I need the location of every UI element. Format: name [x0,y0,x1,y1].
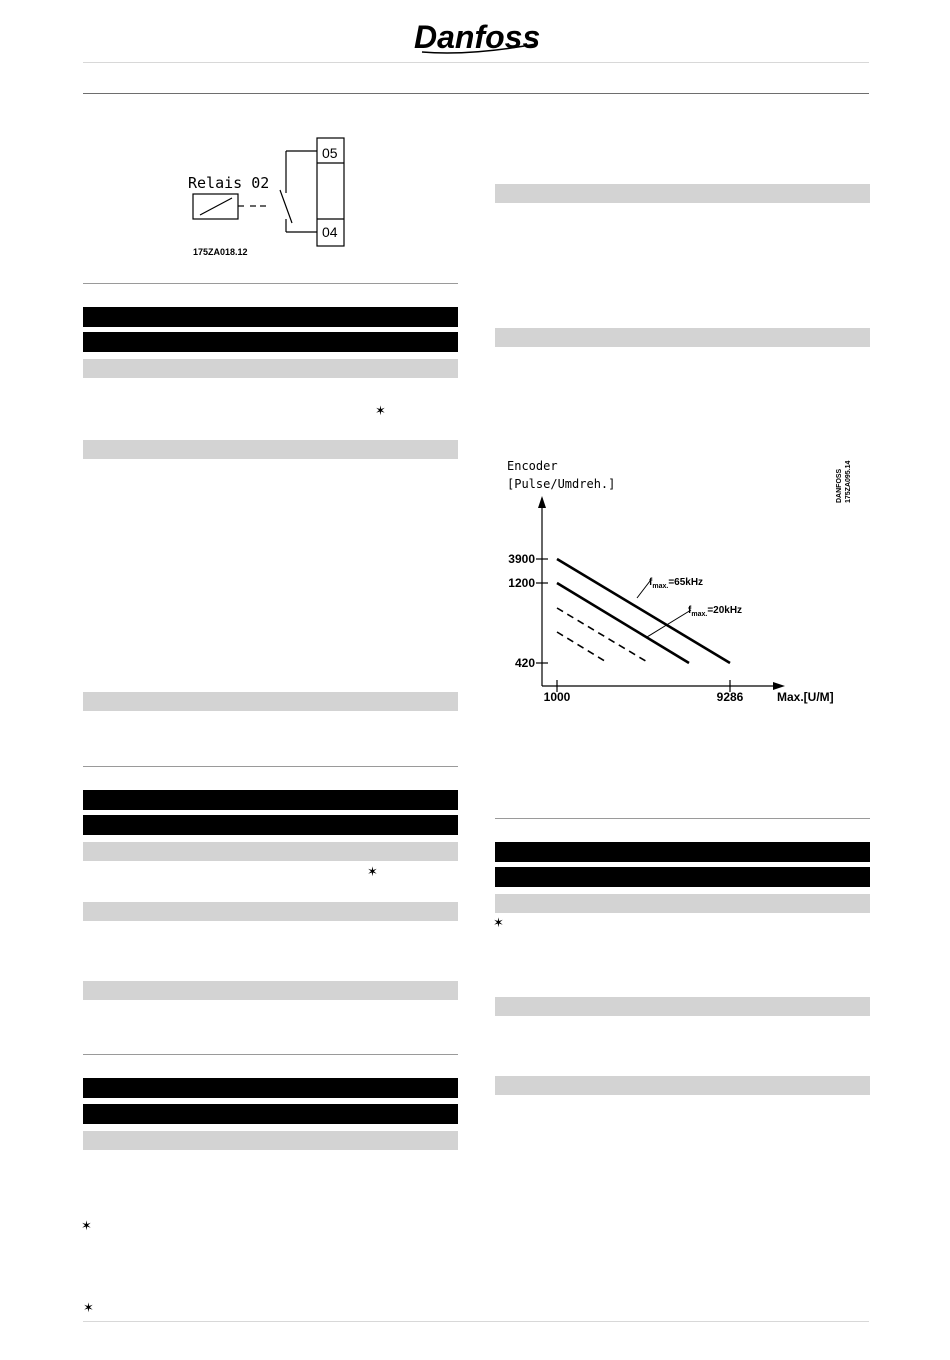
chart-x-tick-label: 9286 [716,690,744,704]
terminal-04-label: 04 [322,224,338,240]
chart-series-line-4 [557,632,608,663]
chart-x-axis-label: Max.[U/M] [777,690,834,704]
right-function-heading-bar [495,997,870,1016]
chart-figure-code-1: DANFOSS [836,468,843,503]
parameter-name-bar-2 [83,815,458,835]
chart-x-tick-label: 1000 [543,690,571,704]
default-marker-2: ✶ [367,865,378,880]
section-rule-2 [83,766,458,767]
header-rule [83,93,869,94]
section-rule-right [495,818,870,819]
relay-diagram [180,130,360,265]
function-heading-bar-2 [83,902,458,921]
header-rule-top [83,62,869,63]
function-heading-bar-1 [83,440,458,459]
chart-plot-area [508,496,833,704]
right-heading-bar-1 [495,184,870,203]
parameter-name-bar-1 [83,332,458,352]
relay-label: Relais 02 [188,174,270,192]
chart-series-line-3 [557,608,649,663]
chart-y-axis-arrow [538,496,546,508]
terminal-05-label: 05 [322,145,338,161]
section-rule-3 [83,1054,458,1055]
parameter-title-bar-3 [83,1078,458,1098]
default-marker-4: ✶ [83,1301,94,1316]
right-value-heading-bar [495,894,870,913]
value-heading-bar-1 [83,359,458,378]
default-marker-5: ✶ [493,916,504,931]
logo-wordmark: Danfoss [414,19,541,55]
right-parameter-title-bar [495,842,870,862]
chart-series-label-2: $f_{max.}=20kHz$ [688,605,743,618]
footer-rule [83,1321,869,1322]
description-heading-bar-1 [83,692,458,711]
chart-figure-code-2: 175ZA095.14 [845,460,852,503]
right-heading-bar-2 [495,328,870,347]
parameter-title-bar-1 [83,307,458,327]
danfoss-logo [410,14,542,58]
chart-ylabel-line1: Encoder [507,459,558,473]
chart-y-tick-label: 3900 [508,552,535,566]
relay-figure-code: 175ZA018.12 [193,247,248,257]
chart-x-axis-arrow [773,682,785,690]
right-description-heading-bar [495,1076,870,1095]
default-marker-1: ✶ [375,404,386,419]
chart-series-label-1: $f_{max.}=65kHz$ [649,577,704,590]
chart-series-leader-2 [647,610,691,637]
chart-ylabel-line2: [Pulse/Umdreh.] [507,477,616,491]
value-heading-bar-3 [83,1131,458,1150]
description-heading-bar-2 [83,981,458,1000]
parameter-name-bar-3 [83,1104,458,1124]
value-heading-bar-2 [83,842,458,861]
chart-y-tick-label: 1200 [508,576,535,590]
right-parameter-name-bar [495,867,870,887]
default-marker-3: ✶ [81,1219,92,1234]
chart-y-tick-label: 420 [514,656,535,670]
encoder-chart [495,448,870,710]
section-rule-1 [83,283,458,284]
parameter-title-bar-2 [83,790,458,810]
